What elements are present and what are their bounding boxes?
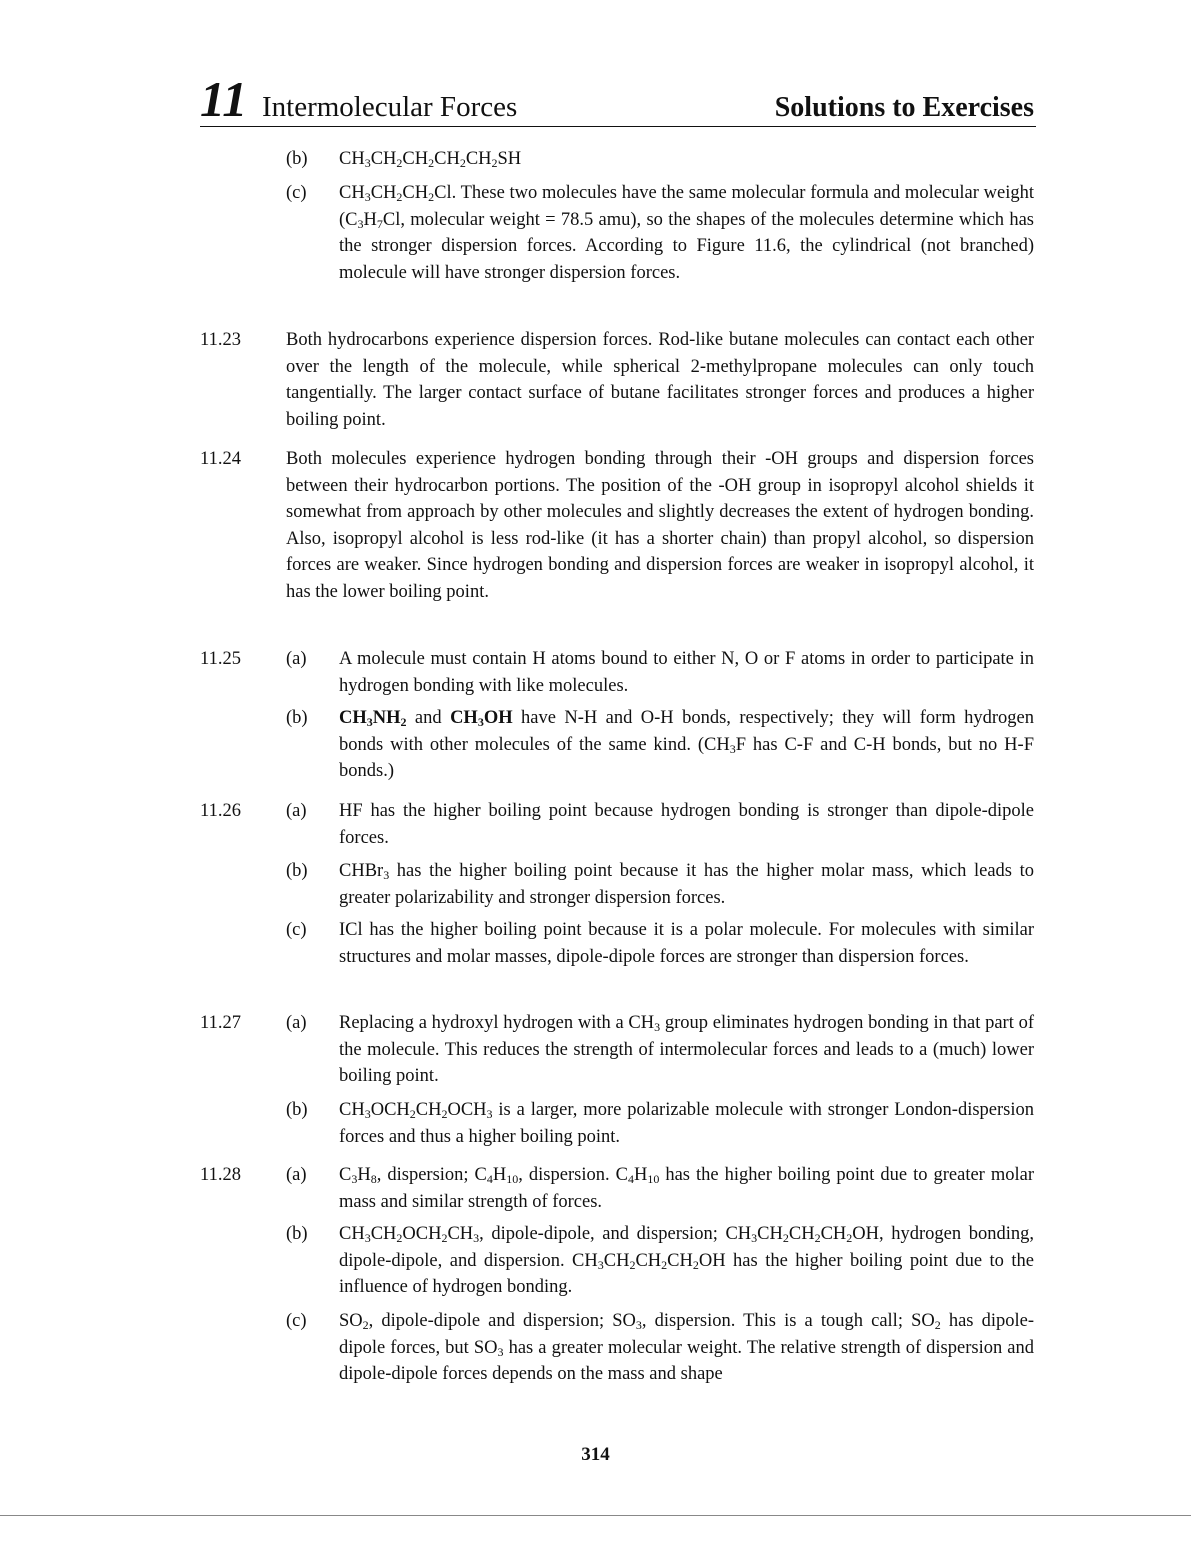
part-label: (a) (286, 1013, 307, 1033)
exercise-number: 11.24 (200, 449, 241, 469)
page-number: 314 (581, 1444, 610, 1465)
exercise-number: 11.26 (200, 801, 241, 821)
part-label: (c) (286, 920, 307, 940)
chapter-number: 11 (200, 71, 248, 127)
part-text: ICl has the higher boiling point because it is a polar molecule. For molecules with similar structures and molar masses, dipole-dipole forces are stronger than dispersion forces. (339, 920, 1034, 967)
section-title: Solutions to Exercises (774, 92, 1034, 123)
chapter-title: Intermolecular Forces (262, 91, 518, 123)
part-label: (b) (286, 149, 308, 169)
exercise-number: 11.25 (200, 649, 241, 669)
part-text: $CH_3NH_2$ and $CH_3OH$ have N-H and O-H bonds, respectively; they will form hydrogen bonds with other molecules of the same kind. ($CH_3F$ has C-F and C-H bonds, but no H-F bonds.) (339, 708, 1034, 781)
exercise-number: 11.27 (200, 1013, 241, 1033)
page-header (200, 71, 1036, 127)
part-label: (c) (286, 183, 307, 203)
part-label: (a) (286, 649, 307, 669)
part-label: (b) (286, 1100, 308, 1120)
part-text: $SO_2$, dipole-dipole and dispersion; $SO_3$, dispersion. This is a tough call; $SO_2$ has dipole-dipole forces, but $SO_3$ has a greater molecular weight. The relative strength of dispersion and dipole-dipole forces depends on the mass and shape (339, 1311, 1034, 1384)
part-text: A molecule must contain H atoms bound to either N, O or F atoms in order to participate in hydrogen bonding with like molecules. (339, 649, 1034, 696)
exercise-number: 11.23 (200, 330, 241, 350)
part-text: $CH_3OCH_2CH_2OCH_3$ is a larger, more polarizable molecule with stronger London-dispersion forces and thus a higher boiling point. (339, 1100, 1034, 1147)
exercise-number: 11.28 (200, 1165, 241, 1185)
exercise-text: Both hydrocarbons experience dispersion forces. Rod-like butane molecules can contact each other over the length of the molecule, while spherical 2-methylpropane molecules can only touch tangentially. The larger contact surface of butane facilitates stronger forces and produces a higher boiling point. (286, 330, 1034, 430)
part-label: (c) (286, 1311, 307, 1331)
part-text: $C_3H_8$, dispersion; $C_4H_{10}$, dispersion. $C_4H_{10}$ has the higher boiling point due to greater molar mass and similar strength of forces. (339, 1165, 1035, 1212)
part-text: $CH_3CH_2CH_2Cl$. These two molecules have the same molecular formula and molecular weight ($C_3H_7Cl$, molecular weight = 78.5 amu), so the shapes of the molecules determine which has the stronger dispersion forces. According to Figure 11.6, the cylindrical (not branched) molecule will have stronger dispersion forces. (339, 183, 1034, 283)
part-label: (a) (286, 801, 307, 821)
exercise-text: Both molecules experience hydrogen bonding through their -OH groups and dispersion forces between their hydrocarbon portions. The position of the -OH group in isopropyl alcohol shields it somewhat from approach by other molecules and slightly decreases the extent of hydrogen bonding. Also, isopropyl alcohol is less rod-like (it has a shorter chain) than propyl alcohol, so dispersion forces are weaker. Since hydrogen bonding and dispersion forces are weaker in isopropyl alcohol, it has the lower boiling point. (286, 449, 1034, 602)
scan-edge-line (0, 1515, 1191, 1516)
part-text: $CH_3CH_2CH_2CH_2CH_2SH$ (339, 149, 522, 170)
part-text: $CH_3CH_2OCH_2CH_3$, dipole-dipole, and dispersion; $CH_3CH_2CH_2CH_2OH$, hydrogen bonding, dipole-dipole, and dispersion. $CH_3CH_2CH_2CH_2OH$ has the higher boiling point due to the influence of hydrogen bonding. (339, 1224, 1034, 1297)
part-label: (b) (286, 1224, 308, 1244)
part-text: HF has the higher boiling point because hydrogen bonding is stronger than dipole-dipole forces. (339, 801, 1034, 848)
part-label: (b) (286, 708, 308, 728)
part-text: CHBr$_3$ has the higher boiling point because it has the higher molar mass, which leads to greater polarizability and stronger dispersion forces. (339, 861, 1034, 908)
part-text: Replacing a hydroxyl hydrogen with a $CH_3$ group eliminates hydrogen bonding in that part of the molecule. This reduces the strength of intermolecular forces and leads to a (much) lower boiling point. (339, 1013, 1035, 1086)
part-label: (a) (286, 1165, 307, 1185)
part-label: (b) (286, 861, 308, 881)
